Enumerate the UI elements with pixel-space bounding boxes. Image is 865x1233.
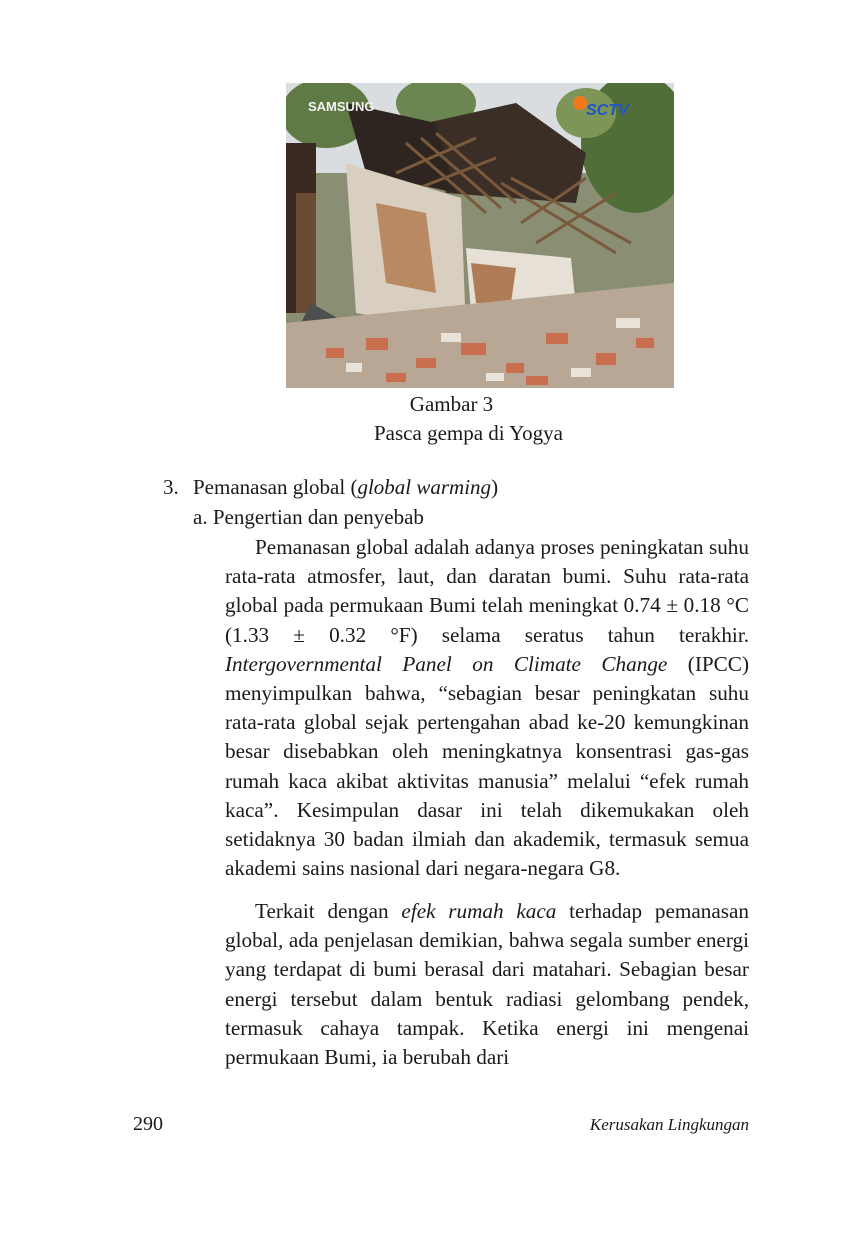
paragraph-greenhouse [225, 897, 749, 1072]
figure-caption-title: Pasca gempa di Yogya [374, 421, 563, 445]
paragraph2-text-b: terhadap pemanasan global [225, 899, 749, 953]
subheading: a. Pengertian dan penyebab [193, 505, 424, 529]
section-number: 3. [163, 475, 179, 499]
paragraph1-ipcc-italic: Intergovernmental Panel on Climate Change [225, 651, 668, 676]
section-title [193, 475, 498, 500]
earthquake-photo [286, 83, 674, 388]
figure-caption-number: Gambar 3 [409, 392, 494, 416]
paragraph1-text-b: (IPCC) menyimpulkan bahwa, “sebagian besar peningkatan suhu rata-rata global sejak pertengahan abad ke-20 kemungkinan besar disebabkan oleh meningkatnya konsentrasi gas-gas rumah kaca akibat aktivitas manusia” melalui “efek rumah kaca”. Kesimpulan dasar ini telah dikemukakan oleh setidaknya 30 badan ilmiah dan akademik, termasuk semua akademi sains nasional dari negara-negara G8. [225, 651, 749, 881]
paragraph1-text-a: Pemanasan global adalah adanya proses peningkatan suhu rata-rata atmosfer, laut, dan daratan bumi. Suhu rata-rata global pada permukaan Bumi telah meningkat 0.74 ± 0.18 °C (1.33 ± 0.32 °F) selama seratus tahun terakhir. [225, 535, 749, 647]
page-number: 290 [133, 1113, 163, 1135]
paragraph2-greenhouse-italic: efek rumah kaca [401, 899, 557, 923]
paragraph2-text-a: Terkait dengan [255, 899, 402, 923]
paragraph2-text-c: ada penjelasan demikian, bahwa segala sumber energi yang terdapat di bumi berasal dari matahari. Sebagian besar energi tersebut dalam bentuk radiasi gelombang pendek, termasuk cahaya tampak. Ketika energi ini mengenai permukaan Bumi, ia berubah dari [225, 928, 749, 1070]
running-footer-title: Kerusakan Lingkungan [589, 1115, 749, 1134]
paragraph-definition [225, 533, 749, 883]
section-title-italic: global warming [357, 475, 492, 499]
section-title-prefix: Pemanasan global ( [193, 475, 358, 499]
section-title-suffix: ) [491, 475, 499, 499]
samsung-logo-text: SAMSUNG [308, 99, 375, 114]
sctv-logo-text: SCTV [586, 102, 629, 119]
paragraph2-italic-comma: , [277, 928, 284, 953]
